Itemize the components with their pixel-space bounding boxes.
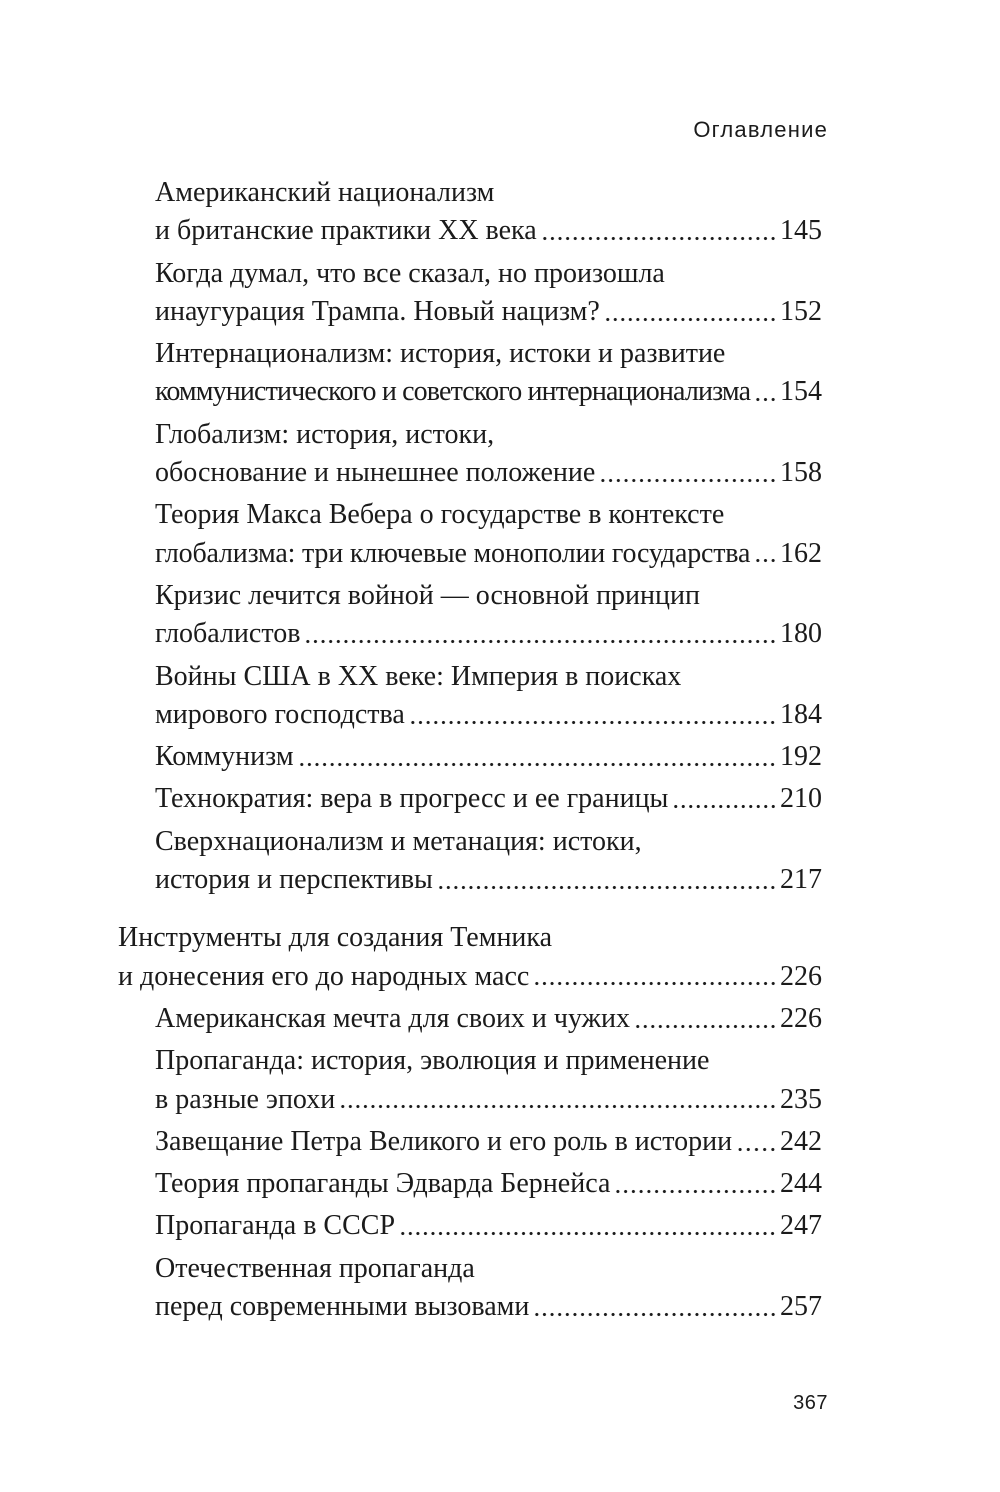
dot-leader xyxy=(304,615,777,653)
toc-entry-title: Глобализм: история, истоки, xyxy=(155,418,495,450)
toc-entry xyxy=(118,1123,822,1161)
toc-entry-title: перед современными вызовами xyxy=(155,1291,530,1323)
dot-leader xyxy=(754,373,777,411)
toc-entry xyxy=(118,496,822,573)
toc-entry-final-line xyxy=(155,1000,822,1038)
toc-entry xyxy=(118,658,822,735)
toc-entry-title: Теория Макса Вебера о государстве в контексте xyxy=(155,499,725,531)
toc-entry xyxy=(118,738,822,776)
toc-entry-page-number: 247 xyxy=(780,1210,822,1242)
toc-entry-title: глобализма: три ключевые монополии государства xyxy=(155,537,751,569)
toc-entry-title: и британские практики XX века xyxy=(155,215,537,247)
toc-entry-title: Теория пропаганды Эдварда Бернейса xyxy=(155,1168,611,1200)
dot-leader xyxy=(754,535,777,573)
dot-leader xyxy=(614,1165,777,1203)
toc-entry-final-line xyxy=(155,1288,822,1326)
toc-entry-final-line xyxy=(155,1165,822,1203)
toc-entry-page-number: 226 xyxy=(780,1002,822,1034)
toc-entry xyxy=(118,1000,822,1038)
toc-entry-title: Сверхнационализм и метанация: истоки, xyxy=(155,825,642,857)
toc-entry-title: Кризис лечится войной — основной принцип xyxy=(155,579,700,611)
toc-entry-page-number: 184 xyxy=(780,698,822,730)
dot-leader xyxy=(604,293,777,331)
dot-leader xyxy=(736,1123,777,1161)
toc-section-entry xyxy=(118,919,822,996)
toc-entry-title: мирового господства xyxy=(155,698,405,730)
dot-leader xyxy=(533,958,777,996)
toc-entry-title: Коммунизм xyxy=(155,741,294,773)
toc-entry xyxy=(118,174,822,251)
toc-entry-title: Интернационализм: история, истоки и развитие xyxy=(155,338,726,370)
toc-entry-title: Технократия: вера в прогресс и ее границы xyxy=(155,783,669,815)
running-title: Оглавление xyxy=(693,117,828,142)
toc-entry-page-number: 192 xyxy=(780,741,822,773)
toc-entry-title: Когда думал, что все сказал, но произошла xyxy=(155,257,665,289)
toc-entry-page-number: 242 xyxy=(780,1125,822,1157)
toc-entry-page-number: 210 xyxy=(780,783,822,815)
toc-entry-final-line xyxy=(155,1081,822,1119)
toc-entry-title: Американская мечта для своих и чужих xyxy=(155,1002,630,1034)
toc-entry xyxy=(118,823,822,900)
toc-entry-final-line xyxy=(155,454,822,492)
dot-leader xyxy=(399,1207,777,1245)
toc-entry-final-line xyxy=(155,373,822,411)
toc-section-page-number: 226 xyxy=(780,960,822,992)
dot-leader xyxy=(599,454,777,492)
toc-entry xyxy=(118,1165,822,1203)
toc-entry xyxy=(118,255,822,332)
toc-entry xyxy=(118,577,822,654)
toc-entry-final-line xyxy=(155,1123,822,1161)
toc-entry-title: история и перспективы xyxy=(155,864,433,896)
toc-entry-page-number: 145 xyxy=(780,215,822,247)
toc-entry-final-line xyxy=(155,293,822,331)
toc-entry-final-line xyxy=(155,861,822,899)
toc-entry xyxy=(118,1207,822,1245)
toc-entry-title: Войны США в XX веке: Империя в поисках xyxy=(155,660,682,692)
toc-entry xyxy=(118,1250,822,1327)
toc-entry-page-number: 244 xyxy=(780,1168,822,1200)
dot-leader xyxy=(437,861,777,899)
toc-entry-title: обоснование и нынешнее положение xyxy=(155,457,596,489)
dot-leader xyxy=(541,212,777,250)
toc-entry xyxy=(118,335,822,412)
toc-entry-title: в разные эпохи xyxy=(155,1083,336,1115)
toc-entry-title: Завещание Петра Великого и его роль в истории xyxy=(155,1125,733,1157)
table-of-contents xyxy=(118,174,822,1326)
toc-section-title: Инструменты для создания Темника xyxy=(118,922,553,954)
dot-leader xyxy=(634,1000,777,1038)
dot-leader xyxy=(672,780,777,818)
toc-entry xyxy=(118,780,822,818)
dot-leader xyxy=(298,738,777,776)
toc-entry-final-line xyxy=(155,615,822,653)
dot-leader xyxy=(533,1288,777,1326)
toc-entry-final-line xyxy=(155,738,822,776)
toc-entry-page-number: 158 xyxy=(780,457,822,489)
toc-section-title: и донесения его до народных масс xyxy=(118,960,530,992)
toc-entry-title: Пропаганда: история, эволюция и применение xyxy=(155,1045,710,1077)
toc-entry-page-number: 154 xyxy=(780,376,822,408)
dot-leader xyxy=(409,696,777,734)
toc-entry-final-line xyxy=(155,696,822,734)
toc-entry-title: Отечественная пропаганда xyxy=(155,1252,475,1284)
toc-entry-final-line xyxy=(155,535,822,573)
toc-section-final-line xyxy=(118,958,822,996)
toc-entry xyxy=(118,416,822,493)
toc-entry-page-number: 235 xyxy=(780,1083,822,1115)
toc-entry-title: Пропаганда в СССР xyxy=(155,1210,396,1242)
toc-entry-title: инаугурация Трампа. Новый нацизм? xyxy=(155,295,600,327)
toc-entry-title: глобалистов xyxy=(155,618,301,650)
toc-entry-page-number: 257 xyxy=(780,1291,822,1323)
toc-entry-page-number: 152 xyxy=(780,295,822,327)
toc-entry-title: Американский национализм xyxy=(155,177,495,208)
toc-entry-final-line xyxy=(155,1207,822,1245)
dot-leader xyxy=(339,1081,777,1119)
page-number: 367 xyxy=(793,1392,828,1414)
toc-entry-page-number: 162 xyxy=(780,537,822,569)
toc-entry-title: коммунистического и советского интернационализма xyxy=(155,376,751,408)
toc-entry-page-number: 180 xyxy=(780,618,822,650)
toc-entry xyxy=(118,1042,822,1119)
toc-entry-final-line xyxy=(155,780,822,818)
toc-entry-page-number: 217 xyxy=(780,864,822,896)
toc-entry-final-line xyxy=(155,212,822,250)
